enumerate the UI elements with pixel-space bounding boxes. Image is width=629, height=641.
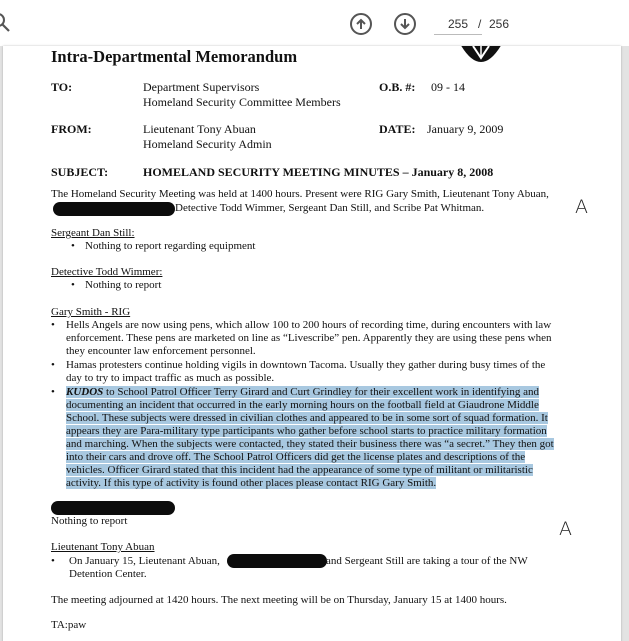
highlighted-text-line: School. These subjects were dressed in civilian clothes and appeared to be in some sort of squad formation. It [66, 412, 548, 424]
page-up-icon [355, 18, 367, 30]
section-heading-still: Sergeant Dan Still: [51, 227, 135, 239]
bullet-dot: • [71, 279, 75, 291]
previous-page-button[interactable] [350, 13, 372, 35]
page-down-icon [399, 18, 411, 30]
bullet-dot: • [51, 386, 55, 398]
bullet-dot: • [51, 359, 55, 371]
from-line-2: Homeland Security Admin [143, 137, 272, 151]
bullet-text: and Sergeant Still are taking a tour of the NW [326, 555, 528, 567]
section-heading-smith: Gary Smith - RIG [51, 306, 131, 318]
search-icon[interactable] [0, 12, 12, 34]
bullet-text: Hamas protesters continue holding vigils in downtown Tacoma. Usually they gather during busy times of the [66, 359, 546, 371]
from-label: FROM: [51, 122, 92, 136]
to-line-1: Department Supervisors [143, 80, 260, 94]
redaction-bar [51, 501, 175, 515]
highlighted-text-line: into their cars and drove off. The School Patrol Officers did get the license plates and descriptions of the [66, 451, 526, 463]
highlighted-text[interactable] [66, 464, 533, 477]
highlighted-text[interactable] [66, 451, 525, 464]
seal-logo [457, 46, 505, 72]
highlighted-text-line: to School Patrol Officer Terry Girard and Curt Grindley for their excellent work in identifying and [103, 386, 539, 398]
highlighted-text[interactable] [66, 399, 539, 412]
ob-value: 09 - 14 [431, 80, 465, 94]
intro-line-2: Detective Todd Wimmer, Sergeant Dan Still, and Scribe Pat Whitman. [175, 202, 485, 214]
highlighted-text[interactable] [66, 438, 554, 451]
bullet-text: enforcement. These pens are marketed on line as “Livescribe” pen. Apparently they are using these pens when [66, 332, 552, 344]
highlighted-text[interactable] [66, 425, 547, 438]
next-page-button[interactable] [394, 13, 416, 35]
highlighted-text-line: activity. If this type of activity is found other places please contact RIG Gary Smith. [66, 477, 437, 489]
highlighted-text-line: documenting an incident that occurred in the early morning hours on the football field at Giaudrone Middle [66, 399, 539, 411]
page-separator: / [478, 17, 482, 31]
handwritten-mark: A [559, 518, 572, 540]
page-total: 256 [489, 17, 510, 31]
closing-line: The meeting adjourned at 1420 hours. The next meeting will be on Thursday, January 15 at 1400 hours. [51, 594, 507, 606]
redaction-bar [53, 202, 175, 216]
nothing-to-report: Nothing to report [51, 515, 128, 527]
bullet-dot: • [51, 555, 55, 567]
ob-label: O.B. #: [379, 80, 416, 94]
bullet-text: they encounter law enforcement personnel. [66, 345, 256, 357]
section-heading-wimmer: Detective Todd Wimmer: [51, 266, 163, 278]
kudos-word: KUDOS [66, 386, 104, 398]
bullet-text: Hells Angels are now using pens, which allow 100 to 200 hours of recording time, during encounters with law [66, 319, 552, 331]
memo-title: Intra-Departmental Memorandum [51, 47, 298, 66]
from-line-1: Lieutenant Tony Abuan [143, 122, 256, 136]
subject-label: SUBJECT: [51, 165, 109, 179]
handwritten-mark: A [575, 196, 588, 218]
highlighted-text-line: vehicles. Officer Girard stated that this incident had the appearance of some type of militant or militaristic [66, 464, 533, 476]
bullet-dot: • [71, 240, 75, 252]
redaction-bar [227, 554, 327, 568]
to-label: TO: [51, 80, 73, 94]
subject-value: HOMELAND SECURITY MEETING MINUTES – January 8, 2008 [143, 165, 494, 179]
bullet-text: day to try to impact traffic as much as possible. [66, 372, 275, 384]
initials: TA:paw [51, 619, 87, 631]
to-line-2: Homeland Security Committee Members [143, 95, 341, 109]
bullet-text: Nothing to report [85, 279, 162, 291]
highlighted-text-line: and marching. When the subjects were contacted, they stated their business there was “a secret.” They then got [66, 438, 554, 450]
bullet-text: Nothing to report regarding equipment [85, 240, 256, 252]
page-number-input[interactable]: 255 [434, 13, 482, 35]
highlighted-text-line: appears they are Para-military type participants who gather before school starts to practice military formation [66, 425, 547, 437]
intro-line-1: The Homeland Security Meeting was held at 1400 hours. Present were RIG Gary Smith, Lieutenant Tony Abuan, [51, 188, 549, 200]
section-heading-abuan: Lieutenant Tony Abuan [51, 541, 155, 553]
bullet-text: On January 15, Lieutenant Abuan, [69, 555, 220, 567]
date-value: January 9, 2009 [427, 122, 504, 136]
viewer-toolbar [0, 0, 629, 46]
document-page [3, 46, 621, 641]
highlighted-text[interactable] [66, 477, 436, 490]
date-label: DATE: [379, 122, 416, 136]
highlighted-text[interactable] [66, 386, 539, 399]
bullet-dot: • [51, 319, 55, 331]
bullet-text: Detention Center. [69, 568, 147, 580]
highlighted-text[interactable] [66, 412, 548, 425]
